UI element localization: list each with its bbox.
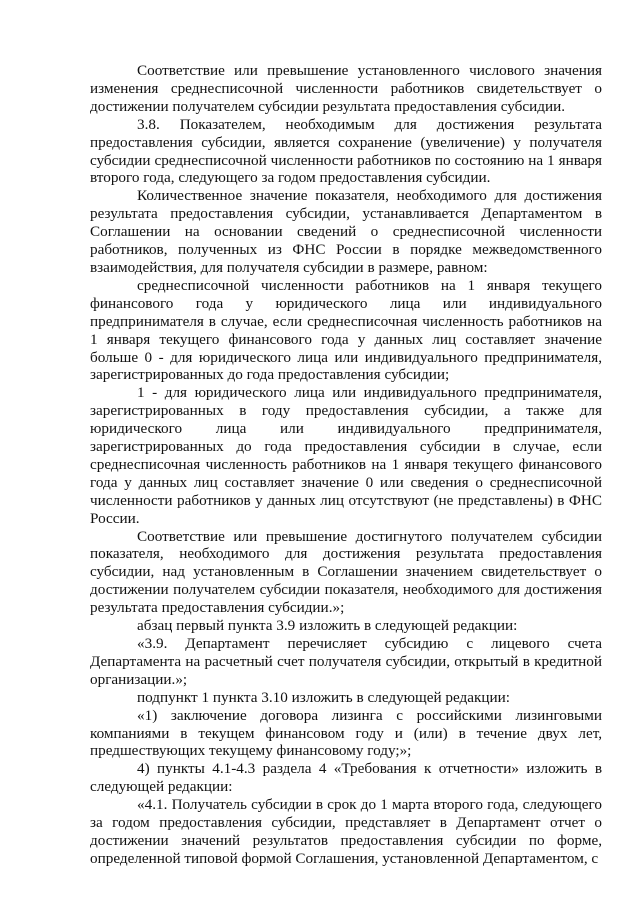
paragraph: Соответствие или превышение установленного числового значения изменения среднесписочной численности работников свидетельствует о достижении получателем субсидии результата предоставления субсидии. — [90, 62, 602, 115]
paragraph: подпункт 1 пункта 3.10 изложить в следующей редакции: — [137, 688, 510, 706]
paragraph: «4.1. Получатель субсидии в срок до 1 марта второго года, следующего за годом предоставления субсидии, представляет в Департамент отчет о достижении значений результатов предоставления субсидии по форме, определенной типовой формой Соглашения, установленной Департаментом, с — [90, 796, 602, 867]
paragraph: Соответствие или превышение достигнутого получателем субсидии показателя, необходимого для достижения результата предоставления субсидии, над установленным в Соглашении значением свидетельствует о достижении получателем субсидии показателя, необходимого для достижения результата предоставления субсидии.»; — [90, 527, 602, 617]
paragraph: абзац первый пункта 3.9 изложить в следующей редакции: — [137, 617, 518, 635]
paragraph: 1 - для юридического лица или индивидуального предпринимателя, зарегистрированных в году предоставления субсидии, а также для юридического лица или индивидуального предпринимателя, зарегистрированных до года предоставления субсидии в случае, если среднесписочная численность работников на 1 января текущего финансового года у данных лиц составляет значение 0 или сведения о среднесписочной численности работников у данных лиц отсутствуют (не представлены) в ФНС России. — [90, 384, 602, 527]
document-body — [90, 62, 602, 868]
paragraph: 3.8. Показателем, необходимым для достижения результата предоставления субсидии, является сохранение (увеличение) у получателя субсидии среднесписочной численности работников по состоянию на 1 января второго года, следующего за годом предоставления субсидии. — [90, 115, 602, 187]
paragraph: среднесписочной численности работников на 1 января текущего финансового года у юридического лица или индивидуального предпринимателя в случае, если среднесписочная численность работников на 1 января текущего финансового года у данных лиц составляет значение больше 0 - для юридического лица или индивидуального предпринимателя, зарегистрированных до года предоставления субсидии; — [90, 276, 602, 384]
paragraph: 4) пункты 4.1-4.3 раздела 4 «Требования к отчетности» изложить в следующей редакции: — [90, 760, 602, 796]
paragraph: «3.9. Департамент перечисляет субсидию с лицевого счета Департамента на расчетный счет получателя субсидии, открытый в кредитной организации.»; — [90, 635, 602, 688]
paragraph: «1) заключение договора лизинга с российскими лизинговыми компаниями в текущем финансовом году и (или) в течение двух лет, предшествующих текущему финансовому году;»; — [90, 706, 602, 760]
paragraph: Количественное значение показателя, необходимого для достижения результата предоставления субсидии, устанавливается Департаментом в Соглашении на основании сведений о среднесписочной численности работников, полученных из ФНС России в порядке межведомственного взаимодействия, для получателя субсидии в размере, равном: — [90, 187, 602, 276]
